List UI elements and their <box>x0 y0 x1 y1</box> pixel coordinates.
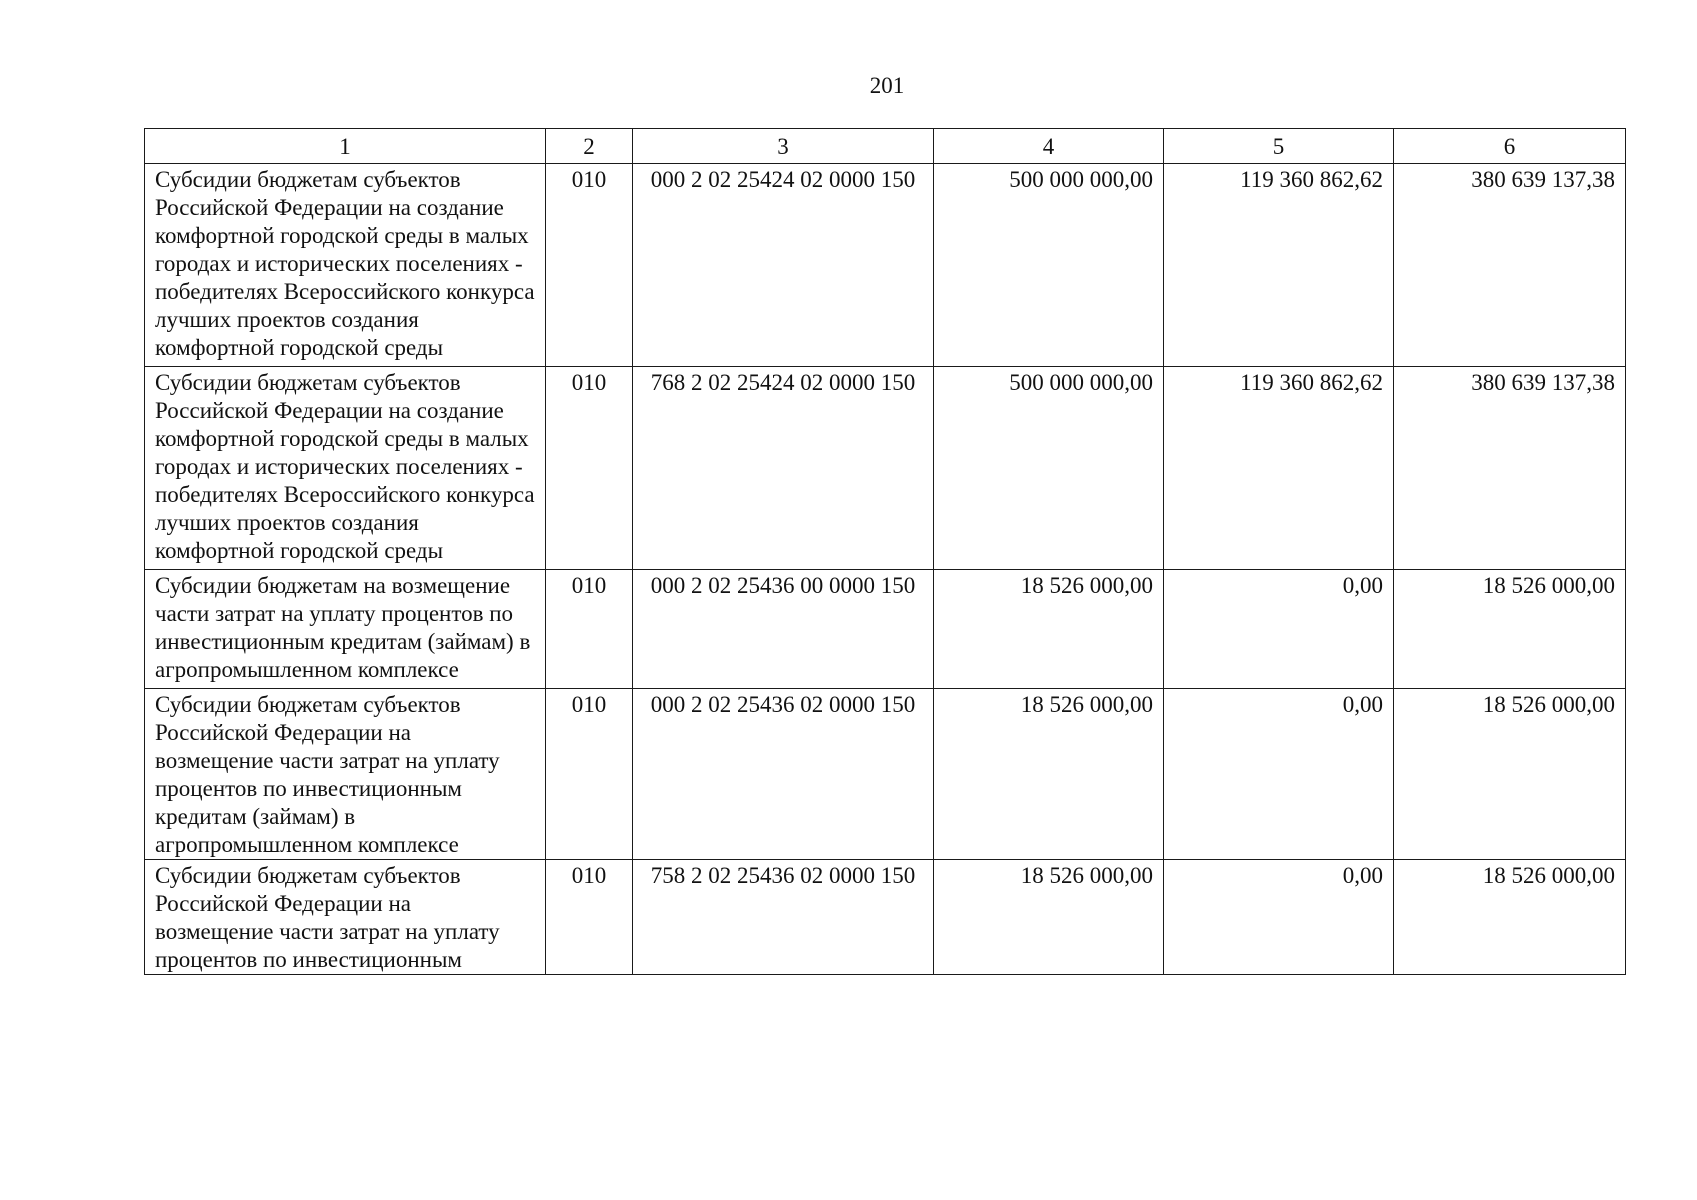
row-unexecuted-cell: 380 639 137,38 <box>1394 367 1626 570</box>
row-budget-code-cell: 000 2 02 25436 00 0000 150 <box>633 570 934 689</box>
column-header-5: 5 <box>1164 129 1394 164</box>
row-executed-cell: 0,00 <box>1164 689 1394 860</box>
row-line-code-cell: 010 <box>546 570 633 689</box>
row-name-cell: Субсидии бюджетам субъектов Российской Федерации на возмещение части затрат на уплату процентов по инвестиционным <box>145 860 546 975</box>
row-budget-code-cell: 000 2 02 25424 02 0000 150 <box>633 164 934 367</box>
row-budget-code-cell: 758 2 02 25436 02 0000 150 <box>633 860 934 975</box>
row-approved-cell: 500 000 000,00 <box>934 164 1164 367</box>
row-line-code-cell: 010 <box>546 367 633 570</box>
row-line-code-cell: 010 <box>546 164 633 367</box>
row-name-cell: Субсидии бюджетам субъектов Российской Федерации на создание комфортной городской среды в малых городах и исторических поселениях - победителях Всероссийского конкурса лучших проектов создания комфортной городской среды <box>145 367 546 570</box>
table-header-row <box>145 129 1626 164</box>
row-approved-cell: 18 526 000,00 <box>934 860 1164 975</box>
row-approved-cell: 500 000 000,00 <box>934 367 1164 570</box>
row-name-cell: Субсидии бюджетам субъектов Российской Федерации на возмещение части затрат на уплату процентов по инвестиционным кредитам (займам) в агропромышленном комплексе <box>145 689 546 860</box>
row-budget-code-cell: 000 2 02 25436 02 0000 150 <box>633 689 934 860</box>
table-row <box>145 164 1626 367</box>
page-number: 201 <box>869 73 905 98</box>
budget-table <box>144 128 1626 975</box>
row-line-code-cell: 010 <box>546 689 633 860</box>
table-row <box>145 860 1626 975</box>
row-name-cell: Субсидии бюджетам на возмещение части затрат на уплату процентов по инвестиционным кредитам (займам) в агропромышленном комплексе <box>145 570 546 689</box>
row-unexecuted-cell: 18 526 000,00 <box>1394 860 1626 975</box>
table-row <box>145 689 1626 860</box>
row-executed-cell: 119 360 862,62 <box>1164 367 1394 570</box>
row-unexecuted-cell: 380 639 137,38 <box>1394 164 1626 367</box>
row-unexecuted-cell: 18 526 000,00 <box>1394 689 1626 860</box>
column-header-6: 6 <box>1394 129 1626 164</box>
column-header-1: 1 <box>145 129 546 164</box>
row-executed-cell: 119 360 862,62 <box>1164 164 1394 367</box>
column-header-3: 3 <box>633 129 934 164</box>
row-budget-code-cell: 768 2 02 25424 02 0000 150 <box>633 367 934 570</box>
row-unexecuted-cell: 18 526 000,00 <box>1394 570 1626 689</box>
row-approved-cell: 18 526 000,00 <box>934 570 1164 689</box>
row-executed-cell: 0,00 <box>1164 860 1394 975</box>
table-row <box>145 367 1626 570</box>
row-executed-cell: 0,00 <box>1164 570 1394 689</box>
row-name-cell: Субсидии бюджетам субъектов Российской Федерации на создание комфортной городской среды в малых городах и исторических поселениях - победителях Всероссийского конкурса лучших проектов создания комфортной городской среды <box>145 164 546 367</box>
table-row <box>145 570 1626 689</box>
column-header-2: 2 <box>546 129 633 164</box>
row-line-code-cell: 010 <box>546 860 633 975</box>
column-header-4: 4 <box>934 129 1164 164</box>
row-approved-cell: 18 526 000,00 <box>934 689 1164 860</box>
